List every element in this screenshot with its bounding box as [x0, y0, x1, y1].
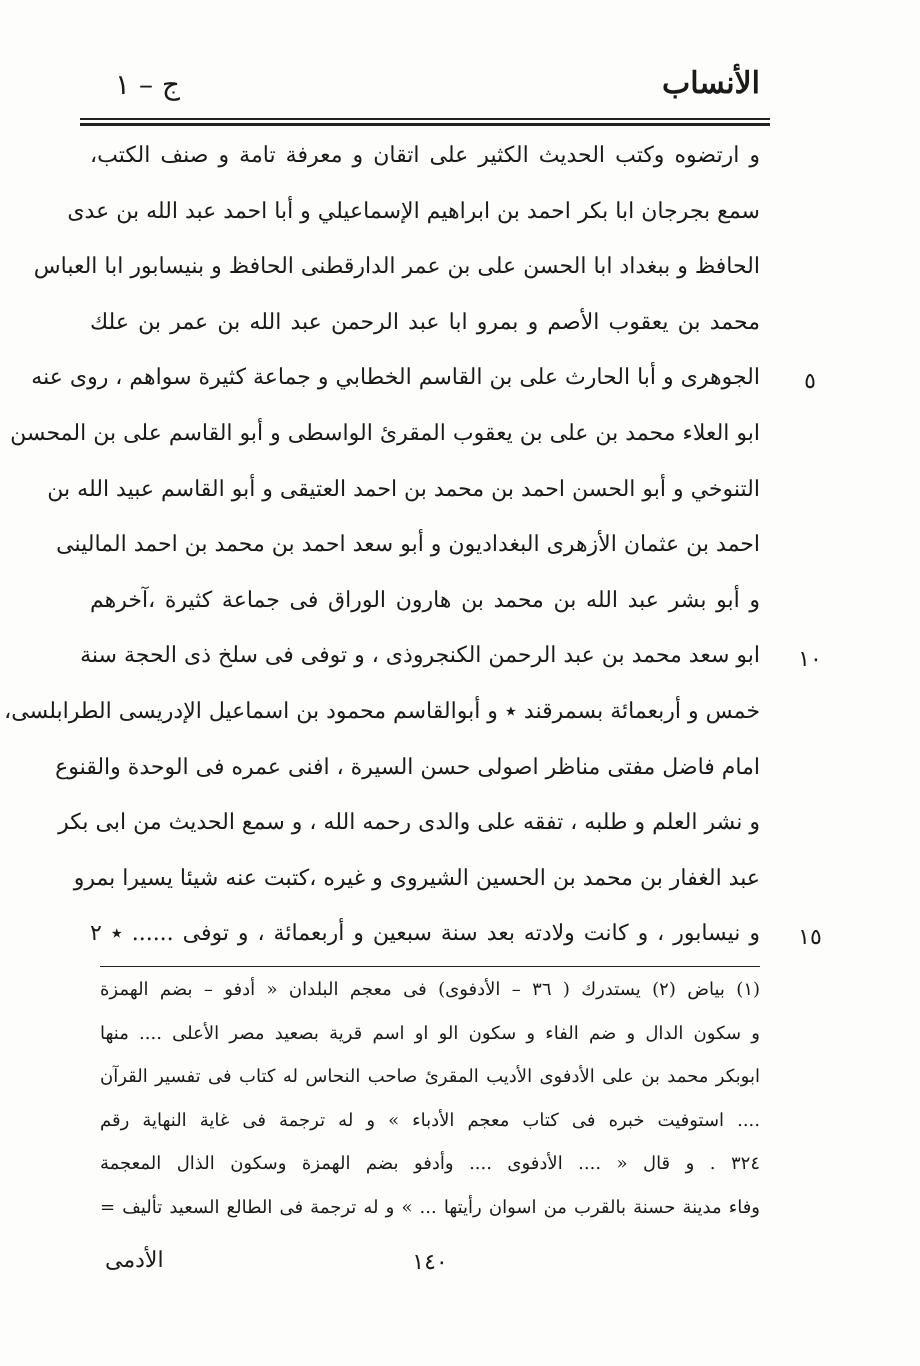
footnote-line: .... استوفيت خبره فى كتاب معجم الأدباء » و له ترجمة فى غاية النهاية رقم: [100, 1109, 760, 1131]
page-number: ١٤٠: [412, 1250, 448, 1275]
text-line: الحافظ و ببغداد ابا الحسن على بن عمر الدارقطنى الحافظ و بنيسابور ابا العباس: [33, 254, 760, 280]
line-number-15: ١٥: [798, 925, 822, 950]
footnote-line: و سكون الدال و ضم الفاء و سكون الو او اسم قرية بصعيد مصر الأعلى .... منها: [100, 1022, 760, 1044]
footnote-line: (١) بياض (٢) يستدرك ( ٣٦ – الأدفوى) فى معجم البلدان « أدفو – بضم الهمزة: [100, 979, 761, 1000]
text-line: سمع بجرجان ابا بكر احمد بن ابراهيم الإسماعيلي و أبا احمد عبد الله بن عدى: [67, 198, 760, 224]
footnote-line: ٣٢٤ . و قال « .... الأدفوى .... وأدفو بضم الهمزة وسكون الذال المعجمة: [100, 1153, 761, 1174]
text-line: و نشر العلم و طلبه ، تفقه على والدى رحمه الله ، و سمع الحديث من ابى بكر: [58, 810, 760, 836]
running-head: [80, 66, 760, 116]
text-line: و ارتضوه وكتب الحديث الكثير على اتقان و معرفة تامة و صنف الكتب،: [90, 143, 760, 168]
catchword: الأدمى: [105, 1248, 164, 1273]
line-number-10: ١٠: [798, 647, 822, 672]
text-line: عبد الغفار بن محمد بن الحسين الشيروى و غيره ،كتبت عنه شيئا يسيرا بمرو: [73, 865, 760, 891]
footnote-rule: [100, 966, 760, 967]
text-line: التنوخي و أبو الحسن احمد بن محمد بن احمد العتيقى و أبو القاسم عبيد الله بن: [47, 476, 760, 502]
running-title: الأنساب: [662, 66, 760, 101]
line-number-5: ٥: [804, 369, 816, 394]
volume-label: ج – ١: [115, 68, 180, 101]
footnote-line: ابوبكر محمد بن على الأدفوى الأديب المقرئ صاحب النحاس له كتاب فى تفسير القرآن: [100, 1066, 760, 1087]
text-line: خمس و أربعمائة بسمرقند ٭ و أبوالقاسم محمود بن اسماعيل الإدريسى الطرابلسى،: [4, 698, 760, 724]
text-line: امام فاضل مفتى مناظر اصولى حسن السيرة ، افنى عمره فى الوحدة والقنوع: [55, 754, 760, 780]
text-line: و نيسابور ، و كانت ولادته بعد سنة سبعين و أربعمائة ، و توفى ...... ٭ ٢: [90, 921, 760, 947]
text-line: ابو سعد محمد بن عبد الرحمن الكنجروذى ، و توفى فى سلخ ذى الحجة سنة: [80, 643, 760, 669]
text-line: و أبو بشر عبد الله بن محمد بن هارون الوراق فى جماعة كثيرة ،آخرهم: [90, 587, 760, 613]
text-line: احمد بن عثمان الأزهرى البغداديون و أبو سعد احمد بن محمد بن احمد المالينى: [56, 532, 760, 558]
text-line: الجوهرى و أبا الحارث على بن القاسم الخطابي و جماعة كثيرة سواهم ، روى عنه: [31, 365, 760, 391]
footnote-line: وفاء مدينة حسنة بالقرب من اسوان رأيتها ... » و له ترجمة فى الطالع السعيد تأليف =: [100, 1196, 760, 1218]
main-text: [4, 128, 760, 962]
text-line: محمد بن يعقوب الأصم و بمرو ابا عبد الرحمن عبد الله بن عمر بن علك: [90, 309, 760, 335]
footnotes: [100, 968, 760, 1229]
header-rule-thin: [80, 118, 770, 120]
header-rule-thick: [80, 123, 770, 126]
text-line: ابو العلاء محمد بن على بن يعقوب المقرئ الواسطى و أبو القاسم على بن المحسن: [10, 420, 760, 446]
